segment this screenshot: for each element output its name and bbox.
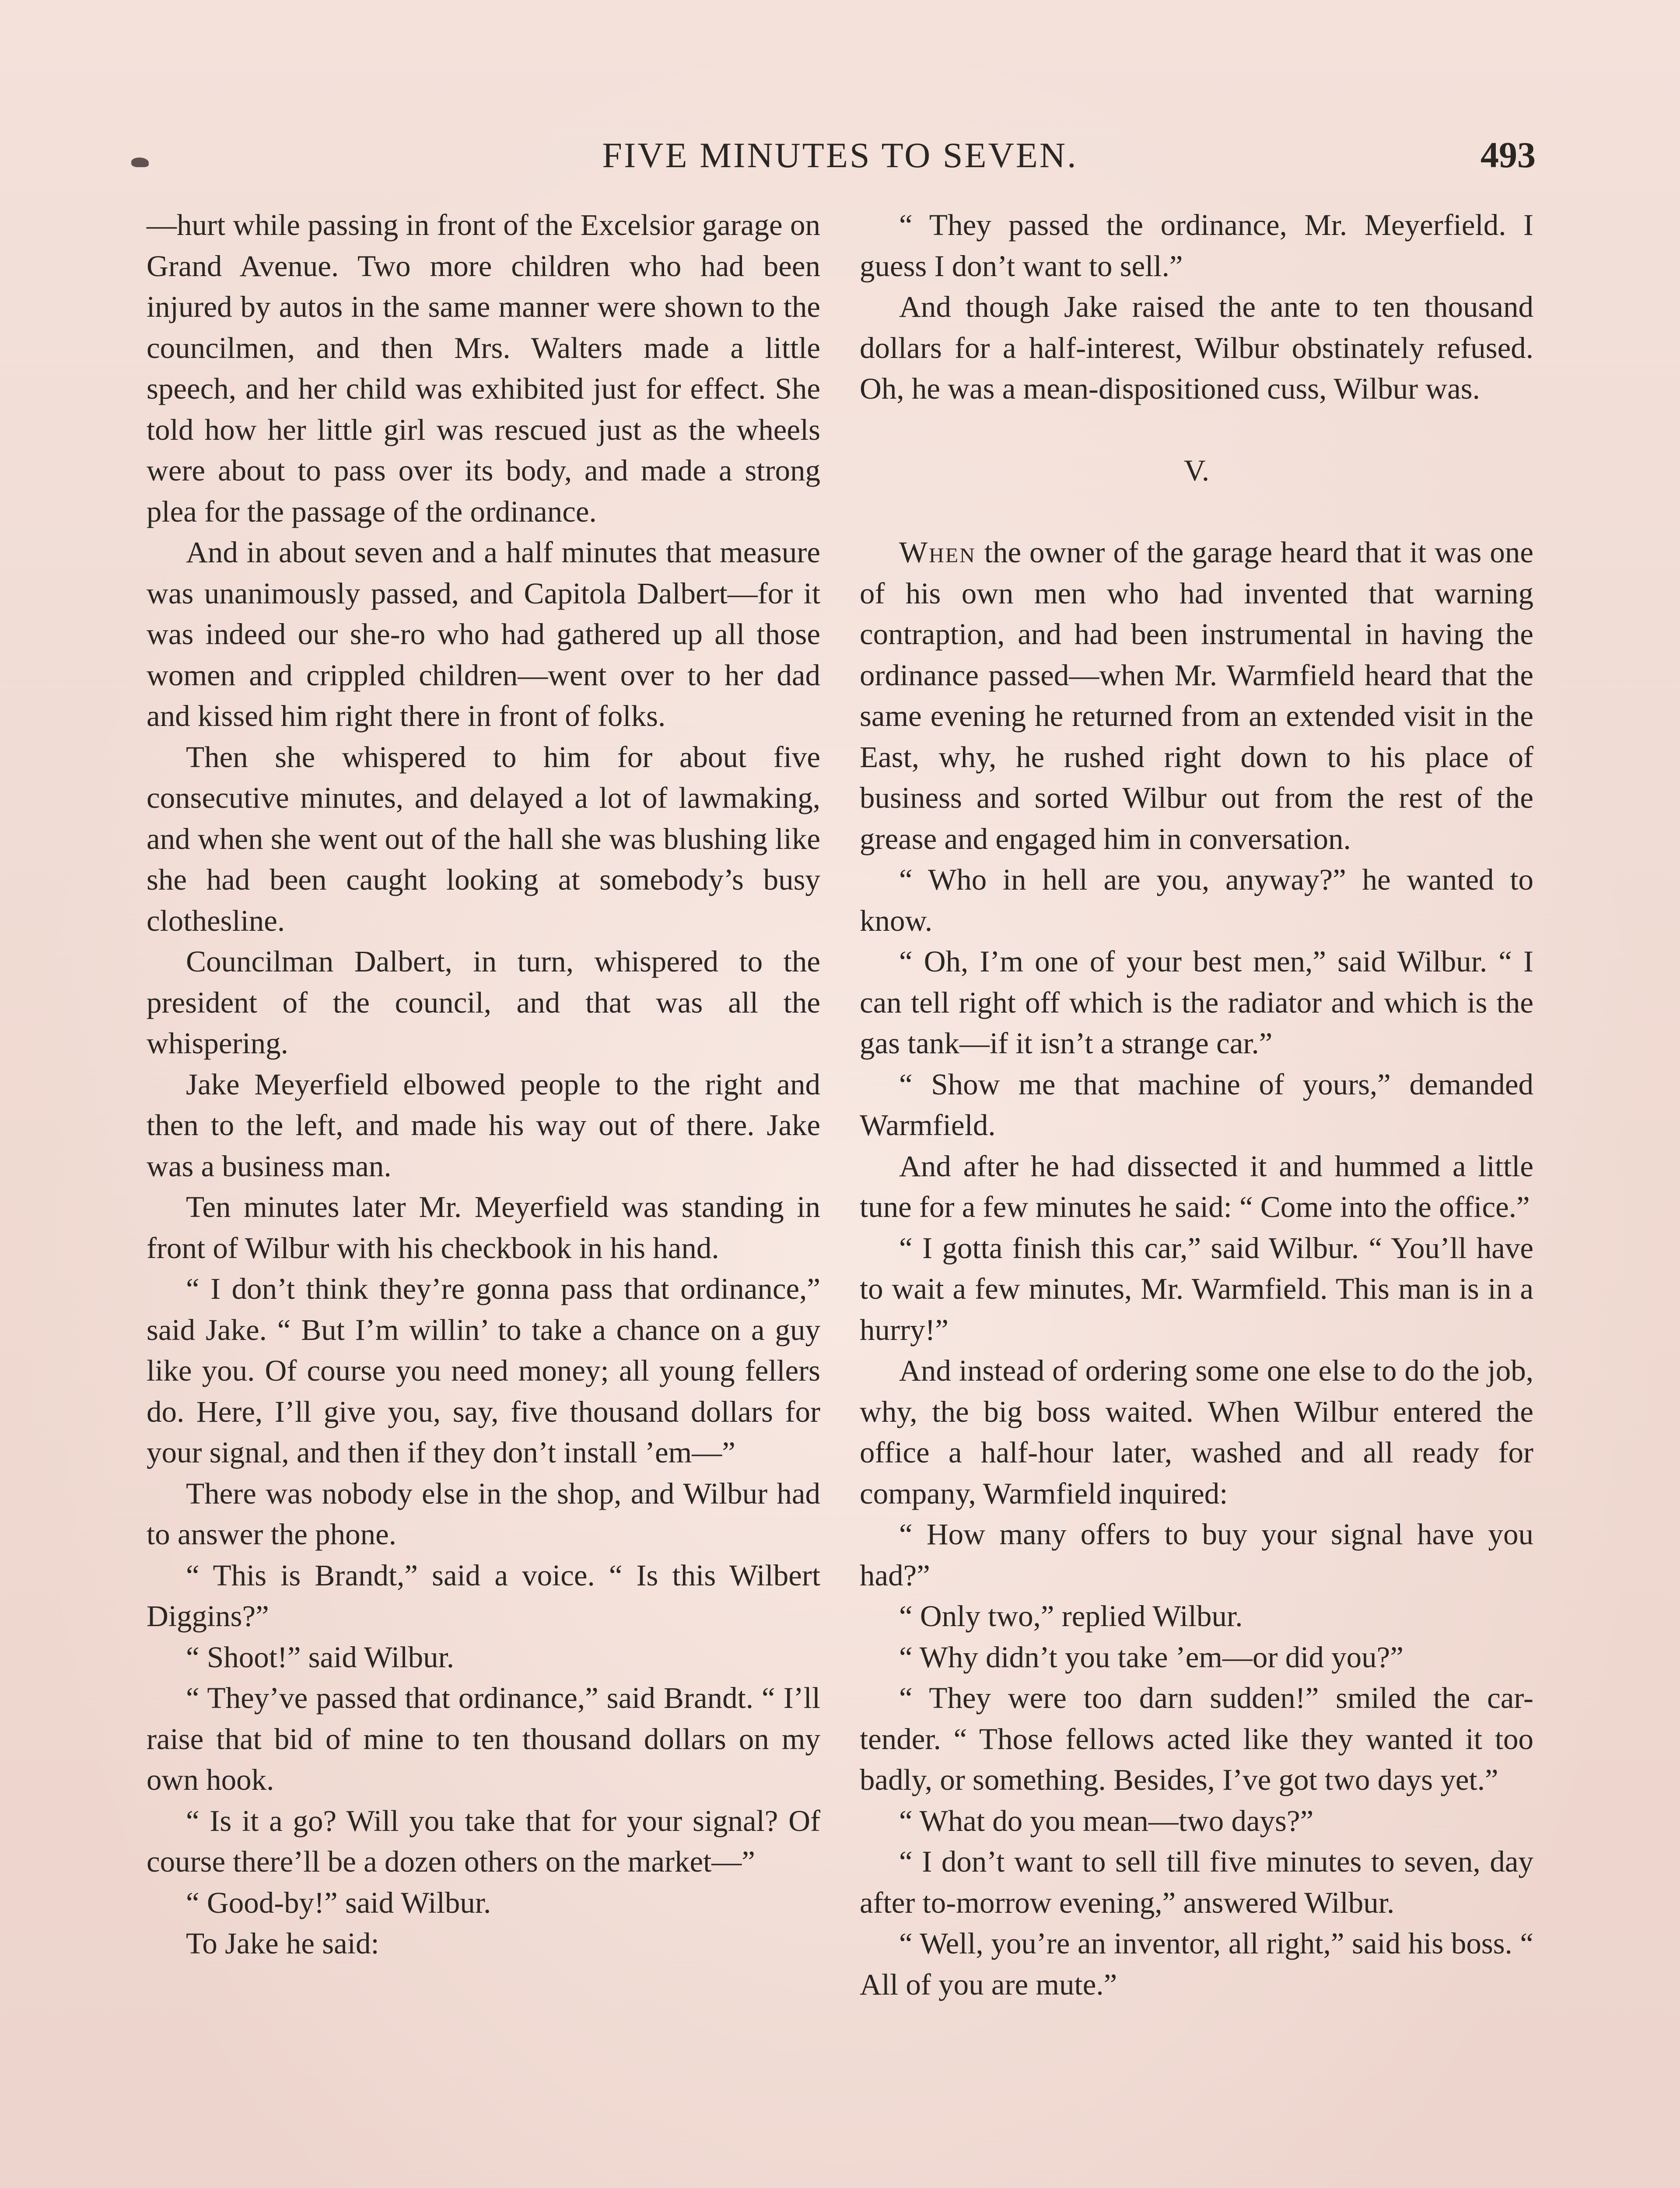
running-title: FIVE MINUTES TO SEVEN. — [602, 135, 1078, 175]
paragraph: And instead of ordering some one else to do the job, why, the big boss waited. When Wilbur entered the office a half-hour later, washed and all ready for company, Warmfield inquired: — [860, 1354, 1533, 1510]
paragraph: Then she whispered to him for about five consecutive minutes, and delayed a lot of lawmaking, and when she went out of the hall she was blushing like she had been caught looking at somebody’s busy clothesline. — [147, 740, 820, 937]
paragraph: “ This is Brandt,” said a voice. “ Is this Wilbert Diggins?” — [147, 1558, 820, 1633]
paragraph: “ Show me that machine of yours,” demanded Warmfield. — [860, 1067, 1533, 1142]
right-column — [860, 205, 1533, 2005]
paragraph: “ Well, you’re an inventor, all right,” said his boss. “ All of you are mute.” — [860, 1927, 1533, 2001]
paragraph: “ They passed the ordinance, Mr. Meyerfield. I guess I don’t want to sell.” — [860, 208, 1533, 283]
paragraph: And after he had dissected it and hummed a little tune for a few minutes he said: “ Come into the office.” — [860, 1149, 1533, 1224]
paragraph: “ Who in hell are you, anyway?” he wanted to know. — [860, 863, 1533, 937]
paragraph: “ Only two,” replied Wilbur. — [899, 1599, 1243, 1633]
paragraph: “ Good-by!” said Wilbur. — [186, 1886, 491, 1919]
paragraph: Councilman Dalbert, in turn, whispered to the president of the council, and that was all the whispering. — [147, 945, 820, 1060]
paragraph: There was nobody else in the shop, and Wilbur had to answer the phone. — [147, 1476, 820, 1551]
section-opening-paragraph — [860, 532, 1533, 859]
paragraph: To Jake he said: — [186, 1927, 379, 1960]
left-column — [147, 205, 820, 1964]
paragraph: “ They’ve passed that ordinance,” said Brandt. “ I’ll raise that bid of mine to ten thousand dollars on my own hook. — [147, 1681, 820, 1796]
paragraph: “ Why didn’t you take ’em—or did you?” — [899, 1640, 1404, 1674]
paragraph: “ I don’t think they’re gonna pass that ordinance,” said Jake. “ But I’m willin’ to take a chance on a guy like you. Of course you need money; all young fellers do. Here, I’ll give you, say, five thousand dollars for your signal, and then if they don’t install ’em—” — [147, 1272, 820, 1469]
section-opening-word: When — [899, 536, 976, 569]
paragraph: “ I don’t want to sell till five minutes to seven, day after to-morrow evening,” answered Wilbur. — [860, 1845, 1533, 1919]
paragraph: “ I gotta finish this car,” said Wilbur. “ You’ll have to wait a few minutes, Mr. Warmfield. This man is in a hurry!” — [860, 1231, 1533, 1346]
paragraph: “ Is it a go? Will you take that for your signal? Of course there’ll be a dozen others on the market—” — [147, 1804, 820, 1878]
paragraph: And in about seven and a half minutes that measure was unanimously passed, and Capitola Dalbert—for it was indeed our she-ro who had gathered up all those women and crippled children—went over to her dad and kissed him right there in front of folks. — [147, 536, 820, 733]
paragraph: “ How many offers to buy your signal have you had?” — [860, 1518, 1533, 1592]
paragraph: “ Shoot!” said Wilbur. — [186, 1640, 455, 1674]
paragraph: —hurt while passing in front of the Excelsior garage on Grand Avenue. Two more children who had been injured by autos in the same manner were shown to the councilmen, and then Mrs. Walters made a little speech, and her child was exhibited just for effect. She told how her little girl was rescued just as the wheels were about to pass over its body, and made a strong plea for the passage of the ordinance. — [147, 208, 820, 528]
section-opening-text: the owner of the garage heard that it was one of his own men who had invented that warning contraption, and had been instrumental in having the ordinance passed—when Mr. Warmfield heard that the same evening he returned from an extended visit in the East, why, he rushed right down to his place of business and sorted Wilbur out from the rest of the grease and engaged him in conversation. — [860, 536, 1533, 856]
paragraph: Jake Meyerfield elbowed people to the right and then to the left, and made his way out of there. Jake was a business man. — [147, 1067, 820, 1183]
paragraph: And though Jake raised the ante to ten thousand dollars for a half-interest, Wilbur obstinately refused. Oh, he was a mean-dispositioned cuss, Wilbur was. — [860, 290, 1533, 405]
paragraph: Ten minutes later Mr. Meyerfield was standing in front of Wilbur with his checkbook in his hand. — [147, 1190, 820, 1265]
paragraph: “ They were too darn sudden!” smiled the car-tender. “ Those fellows acted like they wanted it too badly, or something. Besides, I’ve got two days yet.” — [860, 1681, 1533, 1796]
page-number: 493 — [1480, 135, 1536, 175]
paragraph: “ Oh, I’m one of your best men,” said Wilbur. “ I can tell right off which is the radiator and which is the gas tank—if it isn’t a strange car.” — [860, 945, 1533, 1060]
page-header — [144, 131, 1536, 179]
section-heading: V. — [1183, 453, 1210, 487]
paragraph: “ What do you mean—two days?” — [899, 1804, 1314, 1837]
